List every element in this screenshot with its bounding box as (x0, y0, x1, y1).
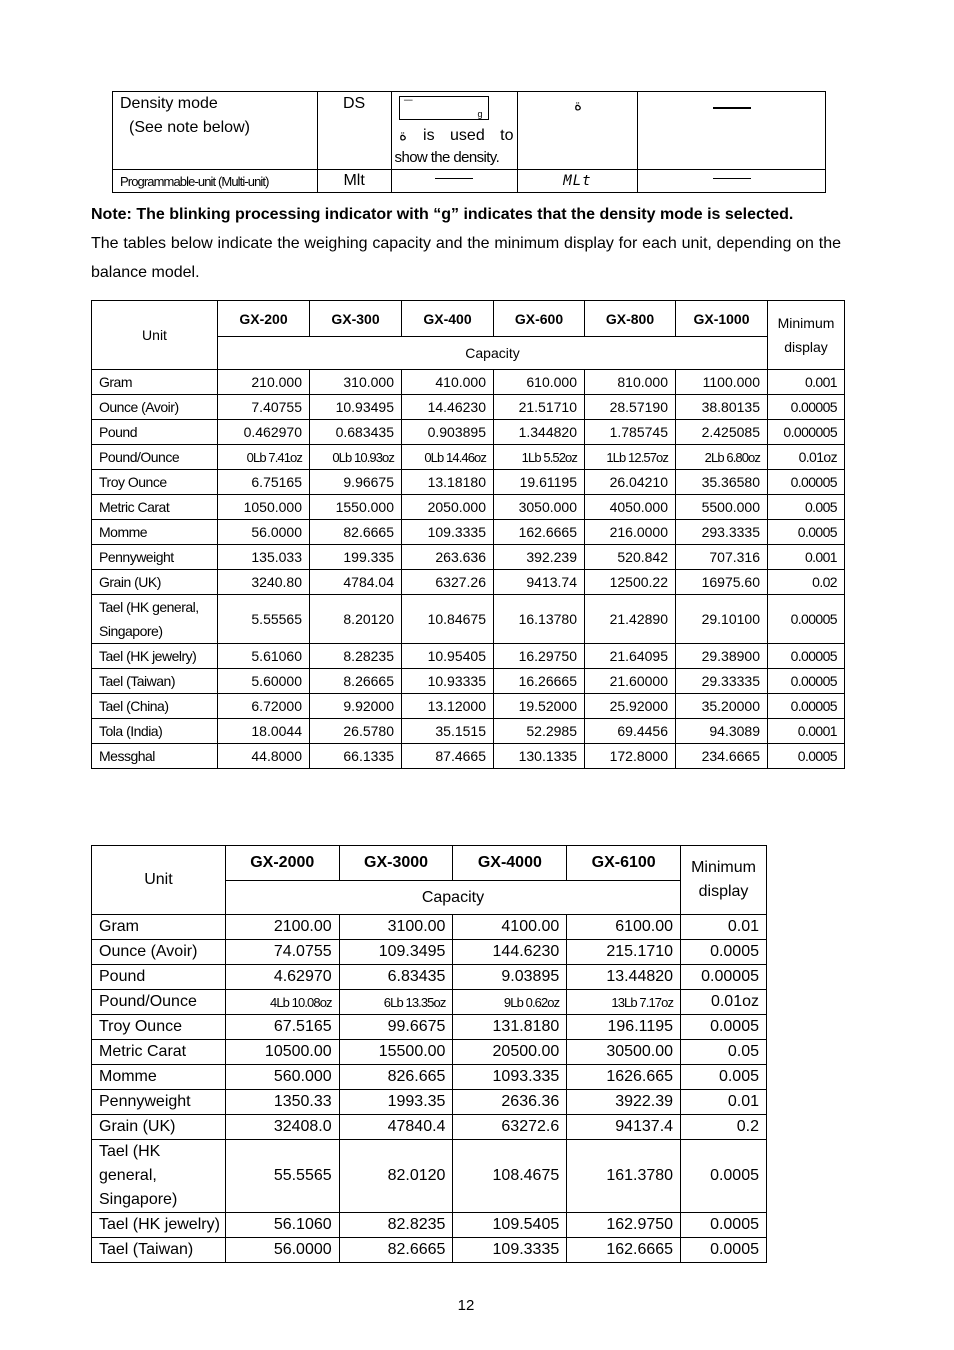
capacity-value: 28.57190 (585, 395, 676, 420)
capacity-table-1 (91, 300, 845, 769)
minimum-display-value: 0.01oz (681, 990, 767, 1015)
capacity-value: 1Lb 12.57oz (585, 445, 676, 470)
capacity-value: 162.9750 (567, 1213, 681, 1238)
capacity-value: 56.1060 (225, 1213, 339, 1238)
capacity-value: 32408.0 (225, 1115, 339, 1140)
unit-name: Momme (92, 520, 218, 545)
capacity-value: 6.72000 (218, 694, 310, 719)
capacity-value: 2050.000 (402, 495, 494, 520)
capacity-value: 2.425085 (676, 420, 768, 445)
minimum-display-value: 0.0005 (681, 1238, 767, 1263)
unit-name: Pound/Ounce (92, 990, 226, 1015)
capacity-value: 6327.26 (402, 570, 494, 595)
table-row (92, 420, 845, 445)
capacity-value: 94.3089 (676, 719, 768, 744)
model-header: GX-200 (218, 301, 310, 337)
minimum-display-value: 0.0005 (681, 1213, 767, 1238)
minimum-display-value: 0.00005 (768, 694, 845, 719)
lcd-display-box (399, 96, 489, 120)
table-row (92, 570, 845, 595)
table-row (92, 445, 845, 470)
capacity-value: 4784.04 (310, 570, 402, 595)
capacity-value: 216.0000 (585, 520, 676, 545)
capacity-value: 29.38900 (676, 644, 768, 669)
unit-name: Ounce (Avoir) (92, 395, 218, 420)
minimum-display-value: 0.0005 (681, 1015, 767, 1040)
capacity-value: 82.8235 (339, 1213, 453, 1238)
capacity-value: 392.239 (494, 545, 585, 570)
note-bold: Note: The blinking processing indicator with “g” indicates that the density mode is selected. (91, 206, 794, 223)
capacity-value: 21.60000 (585, 669, 676, 694)
unit-mode-table (112, 91, 826, 193)
minimum-display-value: 0.01 (681, 1090, 767, 1115)
display-desc-line-2: show the density. (394, 149, 500, 166)
empty-cell (391, 170, 517, 193)
capacity-value: 707.316 (676, 545, 768, 570)
empty-cell (638, 170, 826, 193)
table-row (113, 92, 826, 170)
capacity-value: 9.92000 (310, 694, 402, 719)
capacity-value: 9.03895 (453, 965, 567, 990)
capacity-value: 109.5405 (453, 1213, 567, 1238)
capacity-value: 1350.33 (225, 1090, 339, 1115)
capacity-value: 38.80135 (676, 395, 768, 420)
ds-lcd-symbol: ة (573, 96, 583, 114)
capacity-value: 13.12000 (402, 694, 494, 719)
table-row (92, 965, 767, 990)
capacity-value: 82.0120 (339, 1140, 453, 1213)
capacity-value: 56.0000 (225, 1238, 339, 1263)
capacity-value: 0Lb 14.46oz (402, 445, 494, 470)
display-desc-line-1 (399, 124, 514, 147)
unit-name: Metric Carat (92, 495, 218, 520)
capacity-value: 1993.35 (339, 1090, 453, 1115)
minimum-display-header (768, 301, 845, 370)
dash-mark (435, 178, 473, 179)
capacity-value: 44.8000 (218, 744, 310, 769)
capacity-value: 210.000 (218, 370, 310, 395)
capacity-value: 30500.00 (567, 1040, 681, 1065)
minimum-display-value: 0.005 (768, 495, 845, 520)
capacity-value: 0.903895 (402, 420, 494, 445)
capacity-value: 196.1195 (567, 1015, 681, 1040)
table-row (92, 940, 767, 965)
capacity-value: 410.000 (402, 370, 494, 395)
minimum-display-value: 0.00005 (768, 644, 845, 669)
symbol-cell (517, 170, 638, 193)
capacity-value: 47840.4 (339, 1115, 453, 1140)
minimum-display-value: 0.0005 (681, 1140, 767, 1213)
capacity-value: 8.28235 (310, 644, 402, 669)
unit-note: (See note below) (129, 119, 250, 136)
capacity-value: 99.6675 (339, 1015, 453, 1040)
capacity-value: 12500.22 (585, 570, 676, 595)
capacity-value: 109.3495 (339, 940, 453, 965)
minimum-display-value: 0.0005 (768, 744, 845, 769)
display-cell (391, 92, 517, 170)
capacity-value: 87.4665 (402, 744, 494, 769)
table-row (113, 170, 826, 193)
capacity-value: 8.20120 (310, 595, 402, 644)
capacity-value: 161.3780 (567, 1140, 681, 1213)
capacity-value: 826.665 (339, 1065, 453, 1090)
minimum-display-value: 0.0005 (681, 940, 767, 965)
model-header: GX-4000 (453, 846, 567, 881)
unit-name: Pennyweight (92, 1090, 226, 1115)
capacity-value: 56.0000 (218, 520, 310, 545)
capacity-value: 82.6665 (339, 1238, 453, 1263)
unit-name: Grain (UK) (92, 570, 218, 595)
capacity-value: 6Lb 13.35oz (339, 990, 453, 1015)
minimum-display-value: 0.001 (768, 545, 845, 570)
minimum-display-value: 0.005 (681, 1065, 767, 1090)
capacity-value: 6.75165 (218, 470, 310, 495)
capacity-value: 5.61060 (218, 644, 310, 669)
capacity-value: 63272.6 (453, 1115, 567, 1140)
unit-name: Gram (92, 915, 226, 940)
capacity-value: 4100.00 (453, 915, 567, 940)
capacity-value: 3240.80 (218, 570, 310, 595)
capacity-value: 2Lb 6.80oz (676, 445, 768, 470)
unit-name: Tael (HK jewelry) (92, 644, 218, 669)
capacity-value: 16975.60 (676, 570, 768, 595)
capacity-value: 35.1515 (402, 719, 494, 744)
model-header: GX-3000 (339, 846, 453, 881)
minimum-display-header (681, 846, 767, 915)
minimum-display-value: 0.001 (768, 370, 845, 395)
unit-cell (113, 92, 318, 170)
capacity-value: 55.5565 (225, 1140, 339, 1213)
capacity-value: 10500.00 (225, 1040, 339, 1065)
table-row (92, 1140, 767, 1213)
capacity-value: 10.93495 (310, 395, 402, 420)
minimum-display-value: 0.01oz (768, 445, 845, 470)
model-header: GX-2000 (225, 846, 339, 881)
model-header: GX-800 (585, 301, 676, 337)
capacity-value: 109.3335 (453, 1238, 567, 1263)
capacity-value: 199.335 (310, 545, 402, 570)
min-header-line-1: Minimum (691, 859, 756, 876)
capacity-value: 26.5780 (310, 719, 402, 744)
unit-name (92, 1140, 226, 1213)
capacity-value: 3922.39 (567, 1090, 681, 1115)
unit-name: Pound (92, 420, 218, 445)
minimum-display-value: 0.00005 (768, 395, 845, 420)
mlt-lcd-symbol: MLt (563, 173, 592, 189)
capacity-value: 109.3335 (402, 520, 494, 545)
capacity-value: 7.40755 (218, 395, 310, 420)
minimum-display-value: 0.2 (681, 1115, 767, 1140)
capacity-value: 0Lb 10.93oz (310, 445, 402, 470)
unit-name: Tael (China) (92, 694, 218, 719)
table-row (92, 1115, 767, 1140)
capacity-value: 29.10100 (676, 595, 768, 644)
capacity-value: 131.8180 (453, 1015, 567, 1040)
capacity-value: 16.13780 (494, 595, 585, 644)
capacity-value: 18.0044 (218, 719, 310, 744)
model-header: GX-1000 (676, 301, 768, 337)
capacity-value: 21.51710 (494, 395, 585, 420)
capacity-value: 3100.00 (339, 915, 453, 940)
dash-mark (713, 178, 751, 179)
table-row (92, 395, 845, 420)
min-header-line-2: display (698, 883, 749, 900)
unit-name: Tael (Taiwan) (92, 669, 218, 694)
unit-name: Troy Ounce (92, 1015, 226, 1040)
capacity-value: 0.462970 (218, 420, 310, 445)
capacity-table-2 (91, 845, 767, 1263)
unit-name: Programmable-unit (Multi-unit) (113, 170, 318, 193)
capacity-value: 52.2985 (494, 719, 585, 744)
capacity-value: 1Lb 5.52oz (494, 445, 585, 470)
capacity-value: 8.26665 (310, 669, 402, 694)
table-row (92, 1213, 767, 1238)
minimum-display-value: 0.05 (681, 1040, 767, 1065)
capacity-header: Capacity (225, 881, 680, 915)
capacity-value: 0Lb 7.41oz (218, 445, 310, 470)
unit-name: Pound (92, 965, 226, 990)
note-section (91, 200, 841, 287)
capacity-value: 4Lb 10.08oz (225, 990, 339, 1015)
table-row (92, 644, 845, 669)
capacity-value: 26.04210 (585, 470, 676, 495)
unit-name: Pennyweight (92, 545, 218, 570)
capacity-value: 74.0755 (225, 940, 339, 965)
table-row (92, 694, 845, 719)
minimum-display-value: 0.0005 (768, 520, 845, 545)
capacity-value: 215.1710 (567, 940, 681, 965)
table-row (92, 990, 767, 1015)
unit-name: Density mode (120, 95, 218, 112)
minimum-display-value: 0.00005 (681, 965, 767, 990)
capacity-value: 144.6230 (453, 940, 567, 965)
unit-name: Tola (India) (92, 719, 218, 744)
capacity-value: 29.33335 (676, 669, 768, 694)
capacity-value: 5.60000 (218, 669, 310, 694)
table-row (92, 545, 845, 570)
ds-lcd-symbol: ة (398, 126, 408, 144)
g-indicator: g (477, 109, 483, 119)
capacity-value: 1626.665 (567, 1065, 681, 1090)
capacity-value: 293.3335 (676, 520, 768, 545)
capacity-value: 94137.4 (567, 1115, 681, 1140)
table-row (92, 520, 845, 545)
capacity-value: 82.6665 (310, 520, 402, 545)
capacity-value: 13Lb 7.17oz (567, 990, 681, 1015)
capacity-value: 172.8000 (585, 744, 676, 769)
capacity-value: 21.42890 (585, 595, 676, 644)
abbr-cell: Mlt (317, 170, 391, 193)
capacity-value: 5500.000 (676, 495, 768, 520)
unit-name: Momme (92, 1065, 226, 1090)
capacity-value: 9.96675 (310, 470, 402, 495)
capacity-value: 1550.000 (310, 495, 402, 520)
capacity-value: 1093.335 (453, 1065, 567, 1090)
model-header: GX-6100 (567, 846, 681, 881)
symbol-cell (517, 92, 638, 170)
minimum-display-value: 0.0001 (768, 719, 845, 744)
table-row (92, 1040, 767, 1065)
capacity-value: 13.18180 (402, 470, 494, 495)
capacity-value: 1050.000 (218, 495, 310, 520)
capacity-value: 16.26665 (494, 669, 585, 694)
unit-header: Unit (92, 301, 218, 370)
unit-name-line-1: Tael (HK general, (99, 599, 199, 615)
capacity-value: 19.61195 (494, 470, 585, 495)
capacity-value: 10.84675 (402, 595, 494, 644)
capacity-value: 610.000 (494, 370, 585, 395)
capacity-value: 560.000 (225, 1065, 339, 1090)
unit-name (92, 595, 218, 644)
capacity-value: 35.20000 (676, 694, 768, 719)
min-header-line-2: display (784, 339, 828, 355)
capacity-value: 162.6665 (494, 520, 585, 545)
capacity-value: 162.6665 (567, 1238, 681, 1263)
unit-name: Tael (Taiwan) (92, 1238, 226, 1263)
capacity-value: 16.29750 (494, 644, 585, 669)
capacity-value: 25.92000 (585, 694, 676, 719)
minimum-display-value: 0.000005 (768, 420, 845, 445)
model-header: GX-300 (310, 301, 402, 337)
capacity-value: 66.1335 (310, 744, 402, 769)
capacity-value: 520.842 (585, 545, 676, 570)
unit-name: Tael (HK jewelry) (92, 1213, 226, 1238)
minimum-display-value: 0.00005 (768, 470, 845, 495)
capacity-value: 4050.000 (585, 495, 676, 520)
header-row (92, 846, 767, 881)
capacity-value: 263.636 (402, 545, 494, 570)
table-row (92, 669, 845, 694)
unit-name-line-2: Singapore) (99, 1191, 178, 1208)
unit-name: Messghal (92, 744, 218, 769)
capacity-value: 2636.36 (453, 1090, 567, 1115)
unit-name: Pound/Ounce (92, 445, 218, 470)
capacity-value: 10.93335 (402, 669, 494, 694)
capacity-value: 4.62970 (225, 965, 339, 990)
capacity-value: 20500.00 (453, 1040, 567, 1065)
unit-name: Gram (92, 370, 218, 395)
capacity-value: 1100.000 (676, 370, 768, 395)
capacity-value: 13.44820 (567, 965, 681, 990)
table-row (92, 370, 845, 395)
table-row (92, 595, 845, 644)
capacity-value: 21.64095 (585, 644, 676, 669)
unit-name: Ounce (Avoir) (92, 940, 226, 965)
model-header: GX-600 (494, 301, 585, 337)
abbr-cell: DS (317, 92, 391, 170)
unit-name-line-2: Singapore) (99, 623, 163, 639)
table-row (92, 744, 845, 769)
minimum-display-value: 0.00005 (768, 669, 845, 694)
unit-name: Grain (UK) (92, 1115, 226, 1140)
capacity-value: 10.95405 (402, 644, 494, 669)
capacity-value: 19.52000 (494, 694, 585, 719)
empty-cell (638, 92, 826, 170)
note-text: The tables below indicate the weighing capacity and the minimum display for each unit, depending on the balance model. (91, 235, 841, 281)
capacity-value: 14.46230 (402, 395, 494, 420)
header-row (92, 301, 845, 337)
dash-mark (713, 107, 751, 109)
capacity-value: 35.36580 (676, 470, 768, 495)
unit-name: Troy Ounce (92, 470, 218, 495)
capacity-value: 6.83435 (339, 965, 453, 990)
table-row (92, 1065, 767, 1090)
capacity-value: 2100.00 (225, 915, 339, 940)
minimum-display-value: 0.00005 (768, 595, 845, 644)
capacity-value: 135.033 (218, 545, 310, 570)
table-row (92, 719, 845, 744)
min-header-line-1: Minimum (777, 315, 835, 331)
capacity-value: 0.683435 (310, 420, 402, 445)
display-desc-text: is used to (423, 127, 514, 144)
capacity-value: 69.4456 (585, 719, 676, 744)
capacity-value: 3050.000 (494, 495, 585, 520)
unit-name-line-1: Tael (HK general, (99, 1143, 161, 1184)
minimum-display-value: 0.01 (681, 915, 767, 940)
capacity-value: 9413.74 (494, 570, 585, 595)
capacity-header: Capacity (218, 337, 768, 370)
model-header: GX-400 (402, 301, 494, 337)
capacity-value: 310.000 (310, 370, 402, 395)
table-row (92, 470, 845, 495)
capacity-value: 108.4675 (453, 1140, 567, 1213)
processing-indicator-icon: −− (403, 95, 413, 105)
capacity-value: 1.785745 (585, 420, 676, 445)
capacity-value: 1.344820 (494, 420, 585, 445)
unit-header: Unit (92, 846, 226, 915)
table-row (92, 1238, 767, 1263)
table-row (92, 1015, 767, 1040)
capacity-value: 9Lb 0.62oz (453, 990, 567, 1015)
capacity-value: 130.1335 (494, 744, 585, 769)
table-row (92, 495, 845, 520)
table-row (92, 915, 767, 940)
capacity-value: 67.5165 (225, 1015, 339, 1040)
capacity-value: 15500.00 (339, 1040, 453, 1065)
unit-name: Metric Carat (92, 1040, 226, 1065)
minimum-display-value: 0.02 (768, 570, 845, 595)
table-row (92, 1090, 767, 1115)
capacity-value: 810.000 (585, 370, 676, 395)
capacity-value: 234.6665 (676, 744, 768, 769)
capacity-value: 6100.00 (567, 915, 681, 940)
capacity-value: 5.55565 (218, 595, 310, 644)
page-number: 12 (457, 1297, 475, 1314)
